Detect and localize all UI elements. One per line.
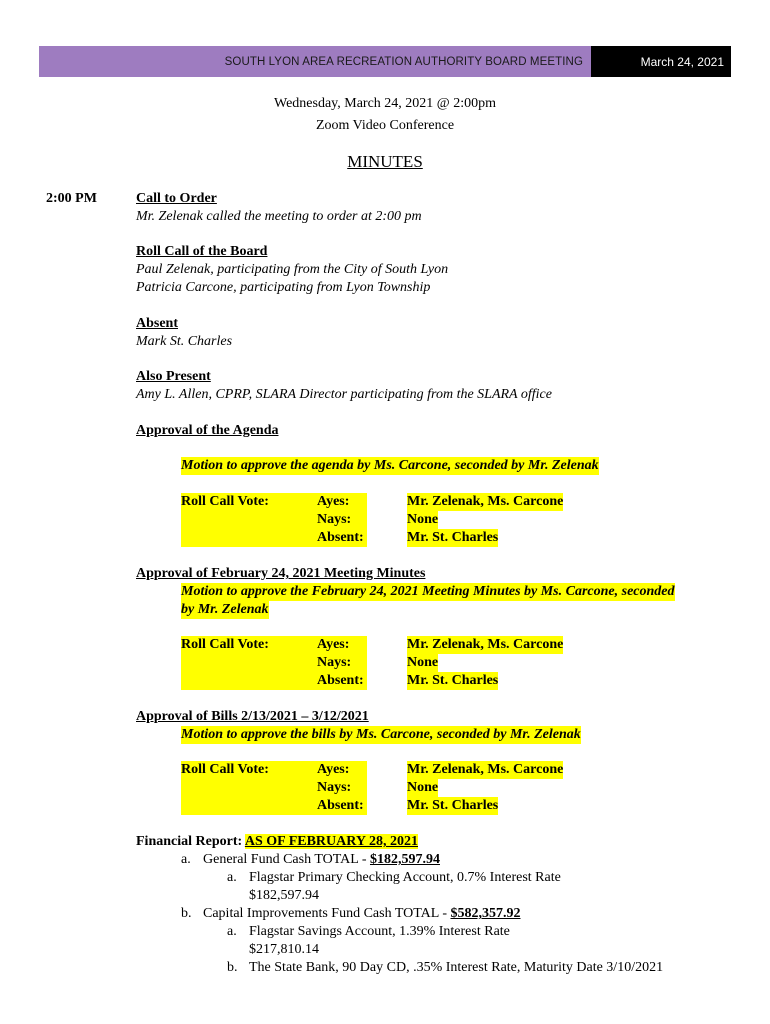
bills-ayes-label: Ayes: [317, 762, 350, 777]
absent-heading: Absent [136, 316, 179, 331]
page-header [39, 46, 731, 77]
call-to-order-heading: Call to Order [136, 191, 217, 206]
capital-fund-total: $582,357.92 [450, 906, 521, 921]
financial-report-line [136, 833, 418, 851]
meeting-datetime: Wednesday, March 24, 2021 @ 2:00pm [274, 96, 496, 111]
bills-absent-value: Mr. St. Charles [407, 798, 499, 813]
minutes-approval-heading: Approval of February 24, 2021 Meeting Minutes [136, 566, 426, 581]
agenda-absent-label: Absent: [317, 530, 364, 545]
call-to-order-text: Mr. Zelenak called the meeting to order at 2:00 pm [136, 209, 422, 224]
agenda-nays-label: Nays: [317, 512, 352, 527]
agenda-ayes-label: Ayes: [317, 494, 350, 509]
bills-motion: Motion to approve the bills by Ms. Carcone, seconded by Mr. Zelenak [181, 727, 581, 742]
roll-call-member: Paul Zelenak, participating from the City of South Lyon [136, 262, 449, 277]
general-fund-item-amount: $182,597.94 [249, 888, 319, 903]
general-fund-item-desc: Flagstar Primary Checking Account, 0.7% Interest Rate [249, 870, 561, 885]
general-fund-label: General Fund Cash TOTAL - [203, 852, 370, 867]
financial-heading: Financial Report: [136, 834, 243, 849]
header-title: SOUTH LYON AREA RECREATION AUTHORITY BOARD MEETING [39, 46, 591, 77]
header-date: March 24, 2021 [591, 46, 731, 77]
bills-ayes-value: Mr. Zelenak, Ms. Carcone [407, 762, 564, 777]
minutes-approval-motion-cont: by Mr. Zelenak [181, 602, 269, 617]
capital-fund-marker: b. [181, 906, 192, 921]
general-fund-item-marker: a. [227, 870, 237, 885]
also-present-heading: Also Present [136, 369, 211, 384]
agenda-heading: Approval of the Agenda [136, 423, 279, 438]
general-fund-marker: a. [181, 852, 191, 867]
agenda-motion: Motion to approve the agenda by Ms. Carcone, seconded by Mr. Zelenak [181, 458, 599, 473]
agenda-roll-call-label: Roll Call Vote: [181, 494, 269, 509]
also-present-text: Amy L. Allen, CPRP, SLARA Director participating from the SLARA office [136, 387, 552, 402]
minutes-ayes-value: Mr. Zelenak, Ms. Carcone [407, 637, 564, 652]
roll-call-member: Patricia Carcone, participating from Lyon Township [136, 280, 431, 295]
capital-fund-item-marker: a. [227, 924, 237, 939]
time-label: 2:00 PM [46, 191, 97, 206]
roll-call-heading: Roll Call of the Board [136, 244, 268, 259]
meeting-location: Zoom Video Conference [315, 118, 455, 133]
minutes-absent-label: Absent: [317, 673, 364, 688]
capital-fund-item-desc: The State Bank, 90 Day CD, .35% Interest Rate, Maturity Date 3/10/2021 [249, 960, 664, 975]
general-fund-total: $182,597.94 [369, 852, 440, 867]
minutes-absent-value: Mr. St. Charles [407, 673, 499, 688]
bills-nays-label: Nays: [317, 780, 352, 795]
absent-text: Mark St. Charles [136, 334, 233, 349]
agenda-absent-value: Mr. St. Charles [407, 530, 499, 545]
capital-fund-item-marker: b. [227, 960, 238, 975]
document-title: MINUTES [347, 152, 423, 171]
minutes-ayes-label: Ayes: [317, 637, 350, 652]
bills-nays-value: None [407, 780, 439, 795]
agenda-ayes-value: Mr. Zelenak, Ms. Carcone [407, 494, 564, 509]
agenda-nays-value: None [407, 512, 439, 527]
bills-absent-label: Absent: [317, 798, 364, 813]
capital-fund-item-amount: $217,810.14 [249, 942, 319, 957]
capital-fund-label: Capital Improvements Fund Cash TOTAL - [203, 906, 451, 921]
minutes-nays-value: None [407, 655, 439, 670]
general-fund-line [203, 851, 440, 869]
financial-as-of: AS OF FEBRUARY 28, 2021 [244, 834, 418, 849]
capital-fund-line [203, 905, 520, 923]
capital-fund-item-desc: Flagstar Savings Account, 1.39% Interest Rate [249, 924, 510, 939]
minutes-nays-label: Nays: [317, 655, 352, 670]
minutes-approval-motion: Motion to approve the February 24, 2021 Meeting Minutes by Ms. Carcone, seconded [181, 584, 675, 599]
bills-heading: Approval of Bills 2/13/2021 – 3/12/2021 [136, 709, 369, 724]
minutes-roll-call-label: Roll Call Vote: [181, 637, 269, 652]
bills-roll-call-label: Roll Call Vote: [181, 762, 269, 777]
